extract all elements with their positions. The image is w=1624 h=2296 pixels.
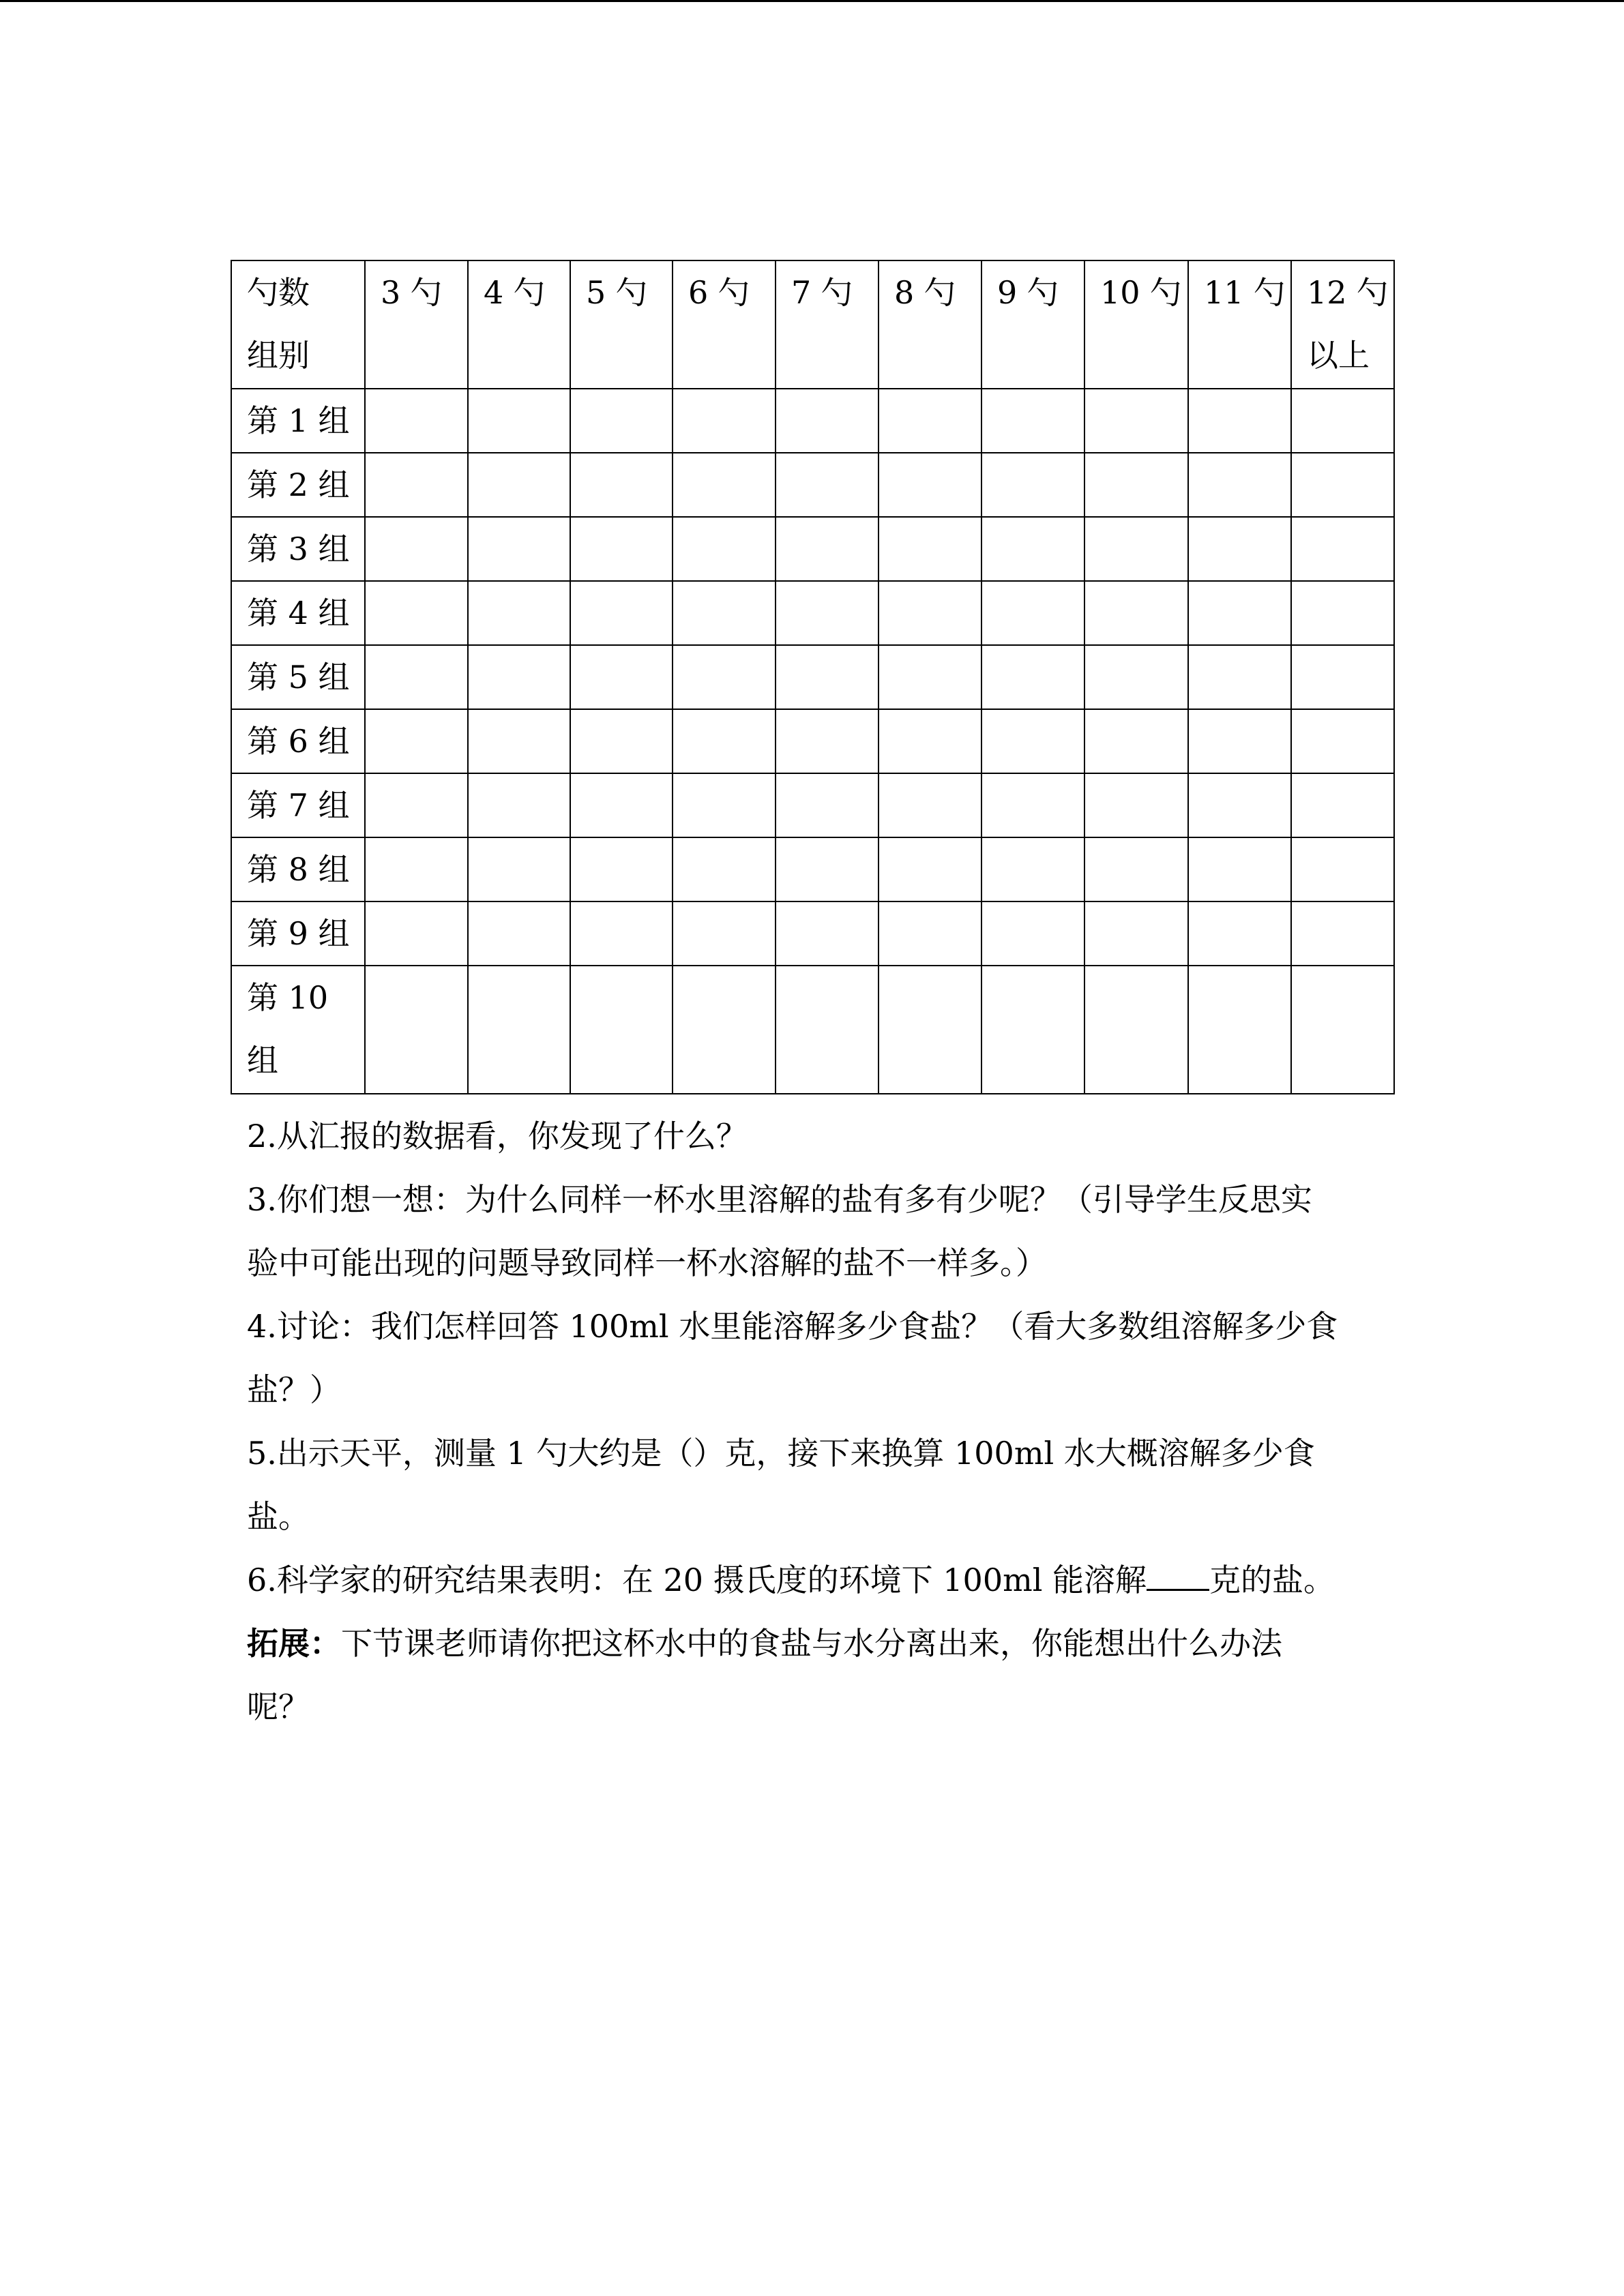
question-3-line-1: 3.你们想一想：为什么同样一杯水里溶解的盐有多有少呢？（引导学生反思实 xyxy=(247,1181,1312,1218)
column-header: 10 勺 xyxy=(1084,260,1188,389)
record-cell[interactable] xyxy=(365,517,468,581)
record-cell[interactable] xyxy=(879,837,981,901)
record-cell[interactable] xyxy=(1188,389,1291,453)
record-cell[interactable] xyxy=(1291,901,1394,966)
record-cell[interactable] xyxy=(673,966,776,1094)
question-6-suffix: 克的盐。 xyxy=(1209,1562,1335,1598)
group-row xyxy=(231,581,1394,645)
group-label-10 xyxy=(231,966,365,1094)
record-cell[interactable] xyxy=(365,966,468,1094)
record-cell[interactable] xyxy=(468,645,570,709)
record-cell[interactable] xyxy=(468,581,570,645)
record-cell[interactable] xyxy=(981,453,1084,517)
record-cell[interactable] xyxy=(1188,517,1291,581)
record-cell[interactable] xyxy=(879,581,981,645)
question-3-line-2: 验中可能出现的问题导致同样一杯水溶解的盐不一样多。） xyxy=(247,1244,1047,1281)
record-cell[interactable] xyxy=(981,901,1084,966)
record-cell[interactable] xyxy=(981,966,1084,1094)
record-cell[interactable] xyxy=(879,773,981,837)
record-cell[interactable] xyxy=(1084,709,1188,773)
question-6-text: 6.科学家的研究结果表明：在 20 摄氏度的环境下 100ml 能溶解 xyxy=(247,1562,1147,1598)
column-header-12-plus xyxy=(1291,260,1394,389)
record-cell[interactable] xyxy=(1084,966,1188,1094)
record-cell[interactable] xyxy=(570,389,673,453)
record-cell[interactable] xyxy=(570,709,673,773)
group-label: 第 9 组 xyxy=(231,901,365,966)
record-cell[interactable] xyxy=(1291,453,1394,517)
extension-text: 下节课老师请你把这杯水中的食盐与水分离出来，你能想出什么办法 xyxy=(341,1625,1282,1662)
record-cell[interactable] xyxy=(1188,773,1291,837)
record-cell[interactable] xyxy=(468,517,570,581)
record-cell[interactable] xyxy=(1188,709,1291,773)
question-2: 2.从汇报的数据看，你发现了什么？ xyxy=(247,1118,748,1154)
column-header: 5 勺 xyxy=(570,260,673,389)
page-top-border xyxy=(0,0,1624,2)
record-cell[interactable] xyxy=(468,901,570,966)
column-header: 9 勺 xyxy=(981,260,1084,389)
record-cell[interactable] xyxy=(776,966,879,1094)
record-cell[interactable] xyxy=(1084,453,1188,517)
question-5-line-1: 5.出示天平，测量 1 勺大约是（）克，接下来换算 100ml 水大概溶解多少食 xyxy=(247,1435,1315,1472)
record-cell[interactable] xyxy=(776,645,879,709)
record-cell[interactable] xyxy=(570,645,673,709)
record-cell[interactable] xyxy=(776,389,879,453)
group-label: 第 3 组 xyxy=(231,517,365,581)
record-cell[interactable] xyxy=(365,837,468,901)
record-cell[interactable] xyxy=(468,389,570,453)
record-cell[interactable] xyxy=(673,581,776,645)
column-header-above-label: 以上 xyxy=(1307,337,1370,374)
record-cell[interactable] xyxy=(981,709,1084,773)
column-header: 11 勺 xyxy=(1188,260,1291,389)
group-10-label-top: 第 10 xyxy=(247,979,329,1016)
question-4-line-2: 盐？） xyxy=(247,1371,341,1408)
salt-dissolving-record-table xyxy=(231,260,1395,1094)
record-cell[interactable] xyxy=(981,517,1084,581)
worksheet-questions xyxy=(247,1105,1393,1739)
record-cell[interactable] xyxy=(365,389,468,453)
record-cell[interactable] xyxy=(879,709,981,773)
record-cell[interactable] xyxy=(673,517,776,581)
table-header-row xyxy=(231,260,1394,389)
group-row xyxy=(231,709,1394,773)
column-header: 3 勺 xyxy=(365,260,468,389)
record-cell[interactable] xyxy=(365,581,468,645)
record-cell[interactable] xyxy=(1291,773,1394,837)
column-header: 4 勺 xyxy=(468,260,570,389)
record-cell[interactable] xyxy=(570,517,673,581)
record-cell[interactable] xyxy=(673,837,776,901)
record-cell[interactable] xyxy=(776,837,879,901)
record-cell[interactable] xyxy=(981,581,1084,645)
record-cell[interactable] xyxy=(1291,389,1394,453)
extension-label: 拓展： xyxy=(247,1625,341,1662)
record-cell[interactable] xyxy=(1291,645,1394,709)
group-label: 第 8 组 xyxy=(231,837,365,901)
group-row xyxy=(231,773,1394,837)
record-cell[interactable] xyxy=(365,773,468,837)
record-cell[interactable] xyxy=(776,517,879,581)
record-cell[interactable] xyxy=(365,709,468,773)
group-row xyxy=(231,837,1394,901)
record-cell[interactable] xyxy=(879,389,981,453)
record-cell[interactable] xyxy=(776,901,879,966)
record-cell[interactable] xyxy=(1291,709,1394,773)
column-header: 6 勺 xyxy=(673,260,776,389)
record-cell[interactable] xyxy=(570,581,673,645)
group-row xyxy=(231,453,1394,517)
record-cell[interactable] xyxy=(1188,837,1291,901)
group-label: 第 6 组 xyxy=(231,709,365,773)
record-cell[interactable] xyxy=(468,966,570,1094)
record-cell[interactable] xyxy=(879,645,981,709)
record-cell[interactable] xyxy=(1188,581,1291,645)
record-cell[interactable] xyxy=(673,453,776,517)
record-cell[interactable] xyxy=(776,709,879,773)
question-4-line-1: 4.讨论：我们怎样回答 100ml 水里能溶解多少食盐？（看大多数组溶解多少食 xyxy=(247,1308,1338,1345)
column-header: 8 勺 xyxy=(879,260,981,389)
record-cell[interactable] xyxy=(1291,966,1394,1094)
record-cell[interactable] xyxy=(776,581,879,645)
record-cell[interactable] xyxy=(570,901,673,966)
record-cell[interactable] xyxy=(1084,837,1188,901)
record-cell[interactable] xyxy=(673,389,776,453)
record-cell[interactable] xyxy=(673,645,776,709)
record-cell[interactable] xyxy=(879,901,981,966)
record-cell[interactable] xyxy=(1084,581,1188,645)
group-label: 第 4 组 xyxy=(231,581,365,645)
group-10-label-bottom: 组 xyxy=(247,1042,278,1079)
column-header-12-label: 12 勺 xyxy=(1307,274,1389,311)
record-cell[interactable] xyxy=(1188,645,1291,709)
group-label: 第 2 组 xyxy=(231,453,365,517)
record-cell[interactable] xyxy=(1084,773,1188,837)
record-cell[interactable] xyxy=(570,966,673,1094)
group-label: 第 7 组 xyxy=(231,773,365,837)
record-cell[interactable] xyxy=(1188,901,1291,966)
group-row xyxy=(231,389,1394,453)
column-header: 7 勺 xyxy=(776,260,879,389)
record-cell[interactable] xyxy=(981,773,1084,837)
group-label: 第 1 组 xyxy=(231,389,365,453)
record-cell[interactable] xyxy=(468,773,570,837)
table-body xyxy=(231,260,1394,1094)
group-row xyxy=(231,901,1394,966)
record-cell[interactable] xyxy=(570,837,673,901)
extension-line-1 xyxy=(247,1612,1393,1675)
record-cell[interactable] xyxy=(981,837,1084,901)
record-cell[interactable] xyxy=(776,773,879,837)
record-cell[interactable] xyxy=(1084,517,1188,581)
record-cell[interactable] xyxy=(468,837,570,901)
record-cell[interactable] xyxy=(365,645,468,709)
question-6 xyxy=(247,1549,1393,1612)
record-cell[interactable] xyxy=(673,901,776,966)
answer-blank[interactable] xyxy=(1147,1562,1209,1591)
record-cell[interactable] xyxy=(1084,901,1188,966)
record-cell[interactable] xyxy=(1084,645,1188,709)
record-cell[interactable] xyxy=(1188,966,1291,1094)
record-cell[interactable] xyxy=(776,453,879,517)
record-cell[interactable] xyxy=(365,901,468,966)
record-cell[interactable] xyxy=(981,389,1084,453)
record-cell[interactable] xyxy=(981,645,1084,709)
record-cell[interactable] xyxy=(570,453,673,517)
record-cell[interactable] xyxy=(673,773,776,837)
record-cell[interactable] xyxy=(1084,389,1188,453)
corner-group-label: 组别 xyxy=(247,337,310,374)
group-label: 第 5 组 xyxy=(231,645,365,709)
record-cell[interactable] xyxy=(468,453,570,517)
corner-header-cell xyxy=(231,260,365,389)
group-row xyxy=(231,517,1394,581)
record-cell[interactable] xyxy=(879,966,981,1094)
corner-spoons-label: 勺数 xyxy=(247,274,310,311)
record-cell[interactable] xyxy=(673,709,776,773)
extension-line-2: 呢？ xyxy=(247,1688,310,1725)
group-row xyxy=(231,966,1394,1094)
group-row xyxy=(231,645,1394,709)
record-cell[interactable] xyxy=(570,773,673,837)
record-cell[interactable] xyxy=(879,453,981,517)
record-cell[interactable] xyxy=(1291,837,1394,901)
record-cell[interactable] xyxy=(879,517,981,581)
record-cell[interactable] xyxy=(1188,453,1291,517)
record-cell[interactable] xyxy=(468,709,570,773)
record-cell[interactable] xyxy=(365,453,468,517)
record-cell[interactable] xyxy=(1291,581,1394,645)
question-5-line-2: 盐。 xyxy=(247,1498,310,1535)
record-cell[interactable] xyxy=(1291,517,1394,581)
